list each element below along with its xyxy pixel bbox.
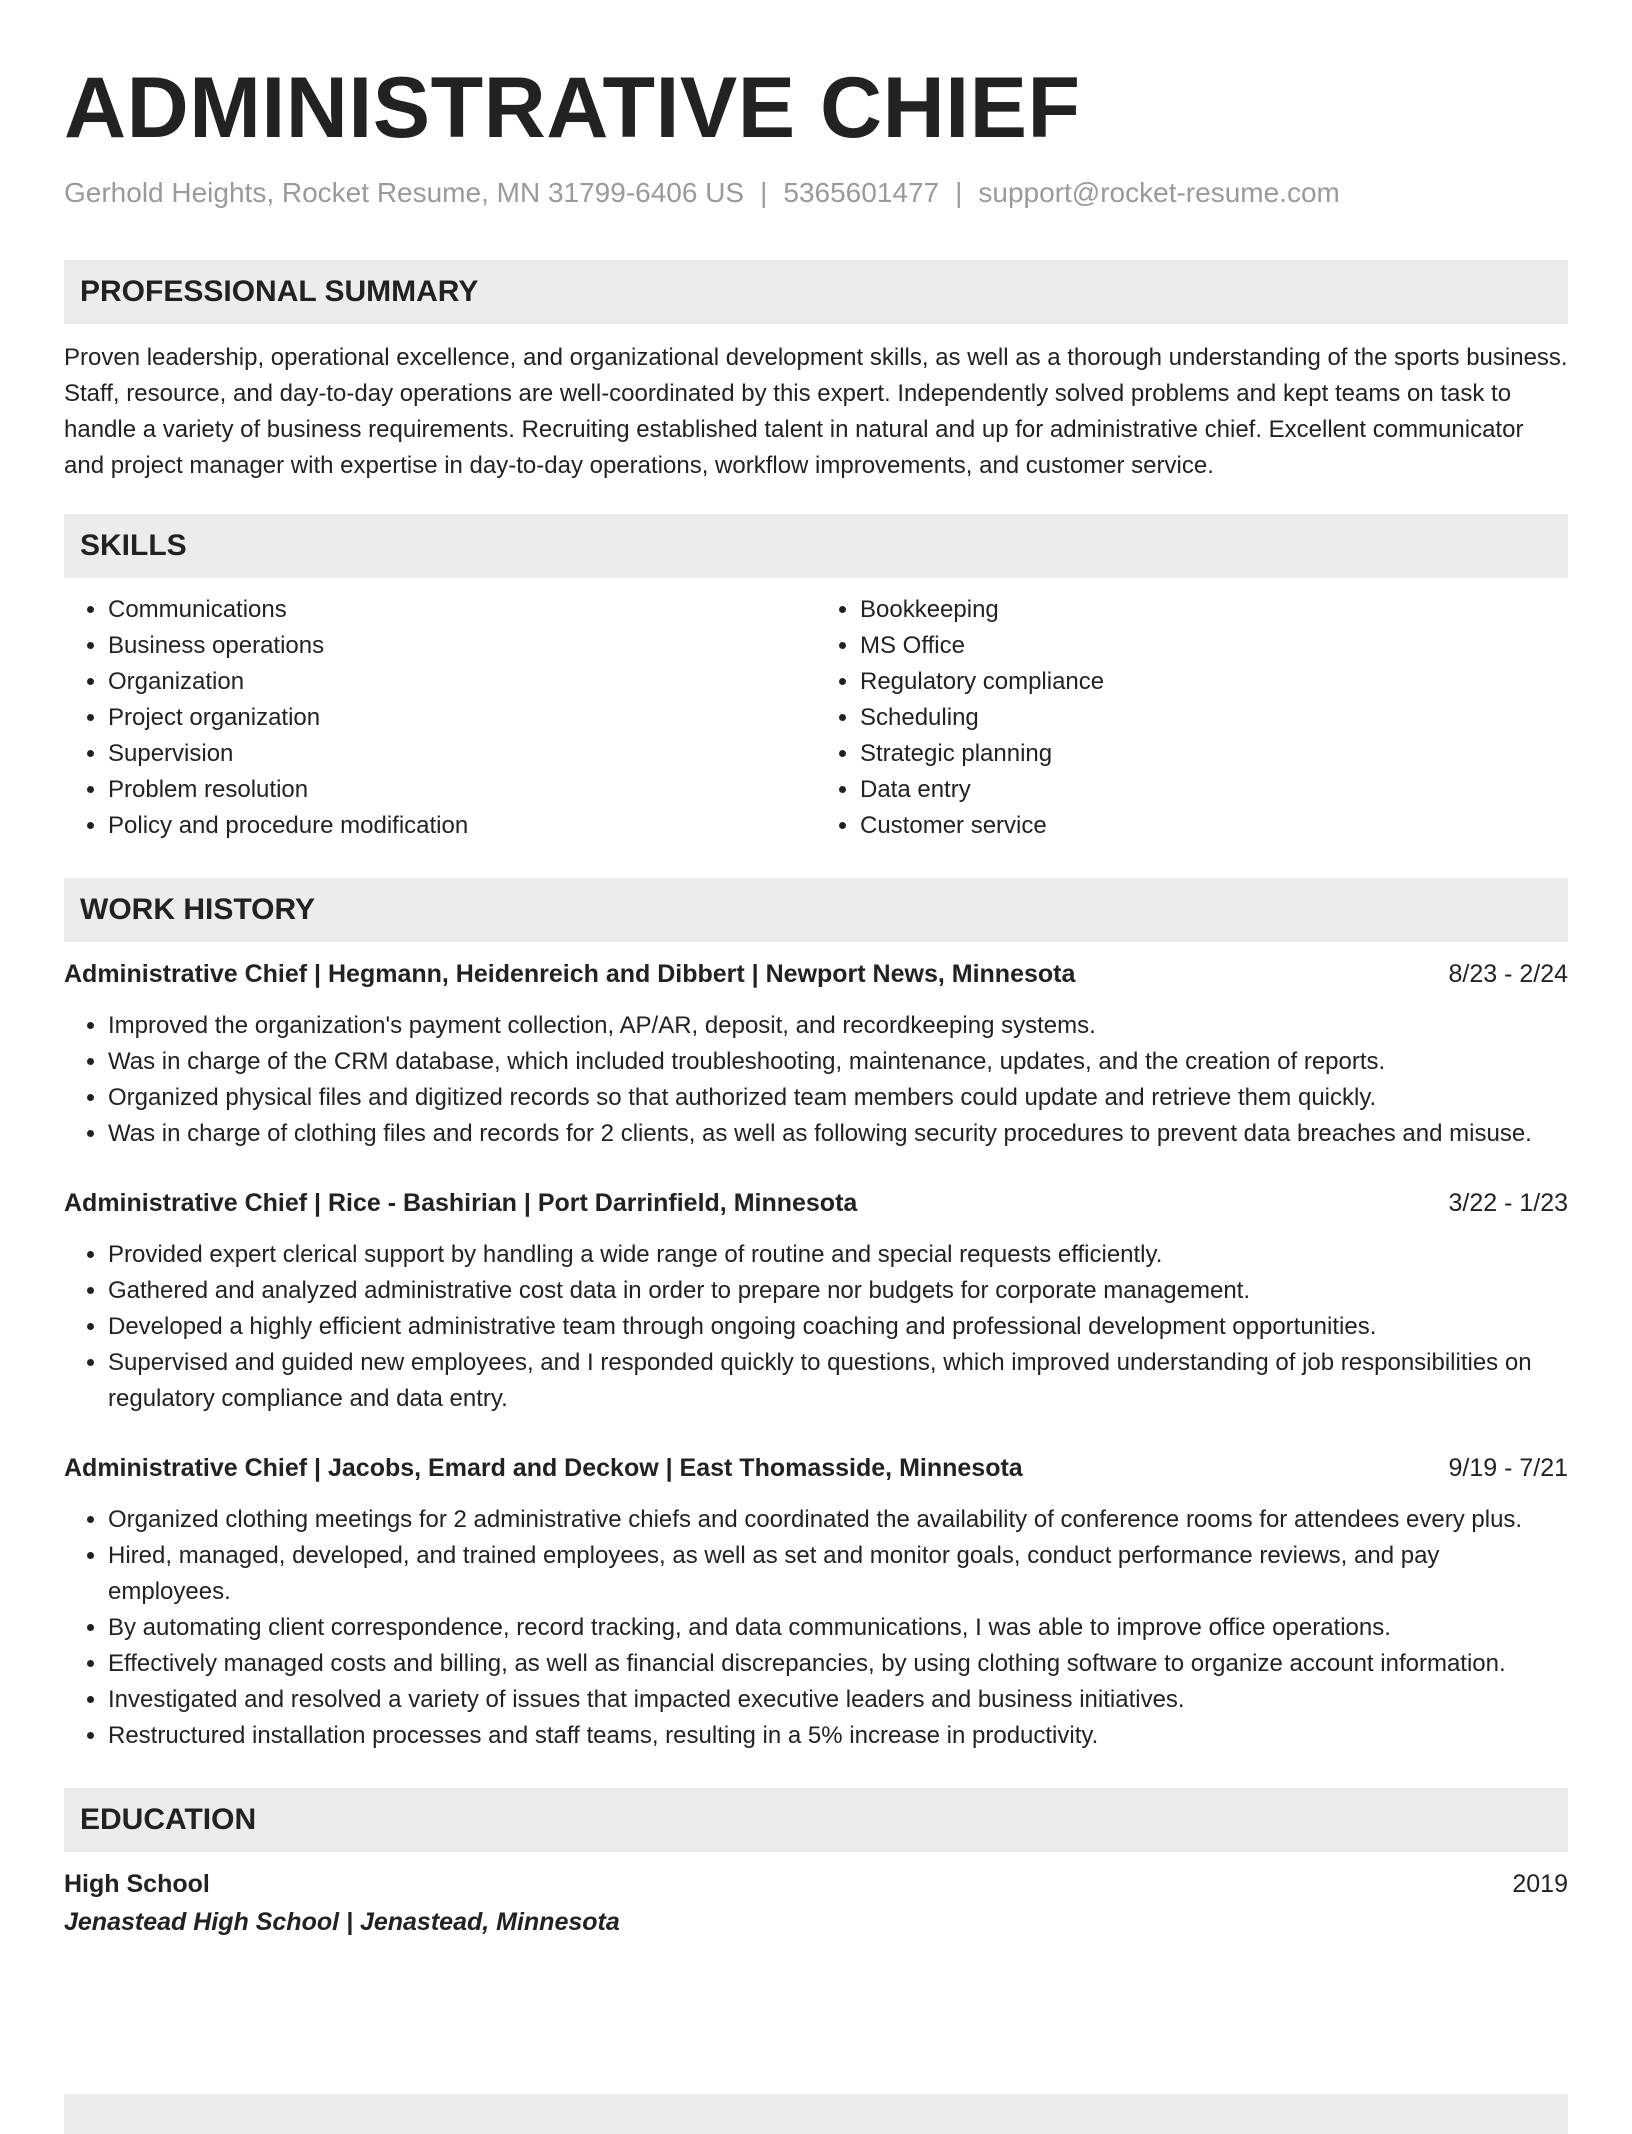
skills-columns bbox=[64, 592, 1568, 844]
job-bullet: • Developed a highly efficient administrative team through ongoing coaching and professional development opportunities. bbox=[108, 1309, 1568, 1345]
job-dates: 3/22 - 1/23 bbox=[1448, 1189, 1568, 1217]
skill-item: • Strategic planning bbox=[860, 736, 1568, 772]
skill-item: • Customer service bbox=[860, 808, 1568, 844]
job-bullet: • Restructured installation processes and staff teams, resulting in a 5% increase in productivity. bbox=[108, 1718, 1568, 1754]
job-title: Administrative Chief | Rice - Bashirian | Port Darrinfield, Minnesota bbox=[64, 1189, 858, 1217]
education-header bbox=[64, 1866, 1568, 1902]
job-bullet: • Organized physical files and digitized records so that authorized team members could update and retrieve them quickly. bbox=[108, 1080, 1568, 1116]
job-dates: 9/19 - 7/21 bbox=[1448, 1454, 1568, 1482]
summary-text: Proven leadership, operational excellence, and organizational development skills, as well as a thorough understanding of the sports business. Staff, resource, and day-to-day operations are well-coordinated by this expert. Independently solved problems and kept teams on task to handle a variety of business requirements. Recruiting established talent in natural and up for administrative chief. Excellent communicator and project manager with expertise in day-to-day operations, workflow improvements, and customer service. bbox=[64, 344, 1568, 479]
next-section-bar bbox=[64, 2094, 1568, 2134]
skill-item: • Scheduling bbox=[860, 700, 1568, 736]
skill-item: • Supervision bbox=[108, 736, 816, 772]
job-bullet: • By automating client correspondence, record tracking, and data communications, I was able to improve office operations. bbox=[108, 1610, 1568, 1646]
candidate-name: ADMINISTRATIVE CHIEF bbox=[64, 60, 1081, 156]
job-bullet: • Improved the organization's payment collection, AP/AR, deposit, and recordkeeping systems. bbox=[108, 1008, 1568, 1044]
job-entry bbox=[64, 956, 1568, 1152]
work-history-heading: WORK HISTORY bbox=[64, 878, 1568, 942]
job-bullet: • Supervised and guided new employees, and I responded quickly to questions, which improved understanding of job responsibilities on regulatory compliance and data entry. bbox=[108, 1345, 1568, 1417]
skill-item: • Business operations bbox=[108, 628, 816, 664]
summary-heading: PROFESSIONAL SUMMARY bbox=[64, 260, 1568, 324]
job-bullet: • Was in charge of the CRM database, which included troubleshooting, maintenance, updates, and the creation of reports. bbox=[108, 1044, 1568, 1080]
skills-list-right bbox=[816, 592, 1568, 844]
job-title: Administrative Chief | Jacobs, Emard and Deckow | East Thomasside, Minnesota bbox=[64, 1454, 1023, 1482]
job-bullets bbox=[64, 1502, 1568, 1754]
job-entry bbox=[64, 1450, 1568, 1754]
job-bullet: • Organized clothing meetings for 2 administrative chiefs and coordinated the availability of conference rooms for attendees every plus. bbox=[108, 1502, 1568, 1538]
job-bullet: • Provided expert clerical support by handling a wide range of routine and special requests efficiently. bbox=[108, 1237, 1568, 1273]
skill-item: • Organization bbox=[108, 664, 816, 700]
skill-item: • Bookkeeping bbox=[860, 592, 1568, 628]
skill-item: • Project organization bbox=[108, 700, 816, 736]
skill-item: • Policy and procedure modification bbox=[108, 808, 816, 844]
skill-item: • Regulatory compliance bbox=[860, 664, 1568, 700]
skill-item: • Problem resolution bbox=[108, 772, 816, 808]
skills-list-left bbox=[64, 592, 816, 844]
contact-address: Gerhold Heights, Rocket Resume, MN 31799-6406 US bbox=[64, 177, 745, 208]
job-dates: 8/23 - 2/24 bbox=[1448, 960, 1568, 988]
skill-item: • Communications bbox=[108, 592, 816, 628]
job-header bbox=[64, 1450, 1568, 1486]
job-header bbox=[64, 1185, 1568, 1221]
contact-email[interactable]: support@rocket-resume.com bbox=[978, 177, 1340, 208]
education-degree: High School bbox=[64, 1870, 210, 1898]
skills-heading: SKILLS bbox=[64, 514, 1568, 578]
job-entry bbox=[64, 1185, 1568, 1417]
job-bullet: • Investigated and resolved a variety of issues that impacted executive leaders and business initiatives. bbox=[108, 1682, 1568, 1718]
contact-line bbox=[64, 176, 1568, 210]
contact-separator: | bbox=[760, 177, 768, 208]
education-heading: EDUCATION bbox=[64, 1788, 1568, 1852]
job-bullet: • Hired, managed, developed, and trained employees, as well as set and monitor goals, conduct performance reviews, and pay employees. bbox=[108, 1538, 1568, 1610]
job-bullets bbox=[64, 1008, 1568, 1152]
education-year: 2019 bbox=[1512, 1870, 1568, 1898]
education-entry bbox=[64, 1866, 1568, 1940]
skill-item: • Data entry bbox=[860, 772, 1568, 808]
job-bullet: • Effectively managed costs and billing, as well as financial discrepancies, by using clothing software to organize account information. bbox=[108, 1646, 1568, 1682]
job-bullets bbox=[64, 1237, 1568, 1417]
contact-separator: | bbox=[955, 177, 963, 208]
job-bullet: • Gathered and analyzed administrative cost data in order to prepare nor budgets for corporate management. bbox=[108, 1273, 1568, 1309]
job-title: Administrative Chief | Hegmann, Heidenreich and Dibbert | Newport News, Minnesota bbox=[64, 960, 1076, 988]
education-school: Jenastead High School | Jenastead, Minnesota bbox=[64, 1908, 620, 1936]
contact-phone: 5365601477 bbox=[783, 177, 940, 208]
job-header bbox=[64, 956, 1568, 992]
skill-item: • MS Office bbox=[860, 628, 1568, 664]
job-bullet: • Was in charge of clothing files and records for 2 clients, as well as following security procedures to prevent data breaches and misuse. bbox=[108, 1116, 1568, 1152]
